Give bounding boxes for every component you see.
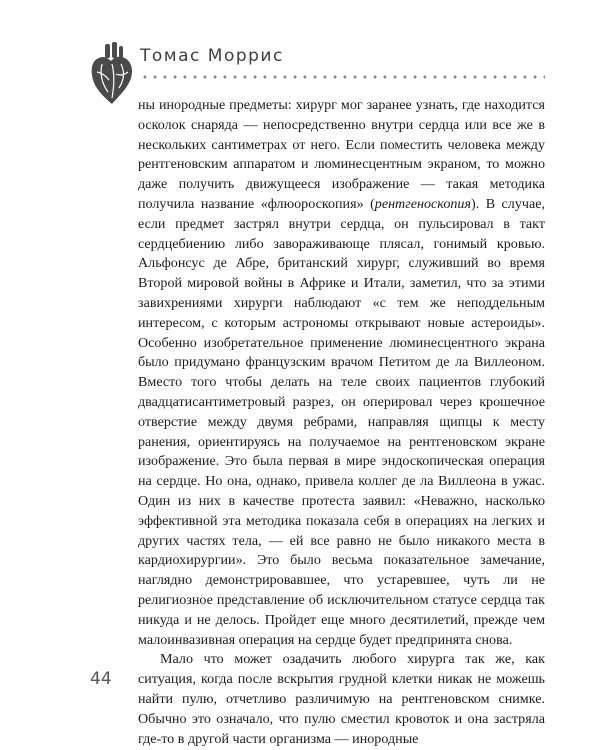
page-number: 44: [90, 669, 112, 689]
paragraph-1: [138, 96, 545, 650]
paragraph-1-text-a: ны инородные предметы: хирург мог заранее узнать, где находится осколок снаряда — непосредственно внутри сердца или все же в нескольких сантиметрах от него. Если поместить человека между рентгеновским аппаратом и люминесцентным экраном, то можно даже получить движущееся изображение — такая методика получила название «флюороскопия» (: [138, 97, 545, 212]
paragraph-1-text-b: ). В случае, если предмет застрял внутри сердца, он пульсировал в такт сердцебиению либо завораживающе плясал, гонимый кровью. Альфонсус де Абре, британский хирург, служивший во время Второй мировой войны в Африке и Итали, заметил, что за этими завихрениями хирурги наблюдают «с тем же неподдельным интересом, с которым астрономы открывают новые астероиды». Особенно изобретательное применение люминесцентного экрана было придумано французским врачом Петитом де ла Виллеоном. Вместо того чтобы делать на теле своих пациентов глубокий двадцатисантиметровый разрез, он оперировал через крошечное отверстие между двумя ребрами, направляя щипцы к месту ранения, ориентируясь на получаемое на рентгеновском экране изображение. Это была первая в мире эндоскопическая операция на сердце. Но она, однако, привела коллег де ла Виллеона в ужас. Один из них в качестве протеста заявил: «Неважно, насколько эффективной эта методика показала себя в операциях на легких и других частях тела, — ей все равно не было никакого места в кардиохирургии». Это было весьма показательное замечание, наглядно демонстрировавшее, что устаревшее, чуть ли не религиозное представление об исключительном статусе сердца так никуда и не делось. Пройдет еще много десятилетий, прежде чем малоинвазивная операция на сердце будет предпринята снова.: [138, 195, 545, 648]
running-header-author: Томас Моррис: [140, 46, 284, 66]
anatomical-heart-icon: [88, 42, 136, 106]
italic-term: рентгеноскопия: [374, 195, 472, 212]
dotted-rule: [140, 75, 545, 79]
page-body: [138, 96, 545, 749]
paragraph-2: Мало что может озадачить любого хирурга так же, как ситуация, когда после вскрытия грудной клетки никак не можешь найти пулю, отчетливо различимую на рентгеновском снимке. Обычно это означало, что пулю сместил кровоток и она застряла где-то в другой части организма — инородные: [138, 651, 545, 747]
